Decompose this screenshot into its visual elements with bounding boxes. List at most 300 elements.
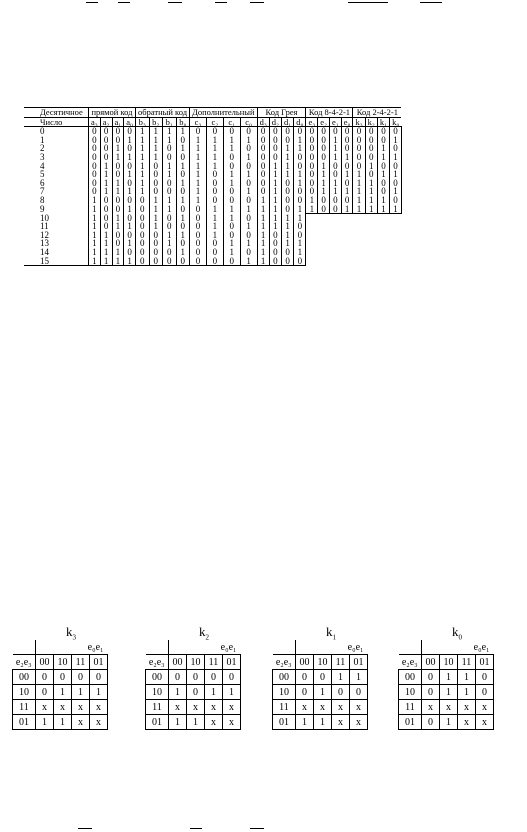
bit-cell: 1 [329,153,341,162]
bit-cell: 0 [124,231,136,240]
kmap-title-letter: k [66,624,73,639]
bit-cell: 1 [149,205,163,214]
bit-cell: 1 [282,153,294,162]
bit-cell: 1 [223,179,240,188]
kmap-row-code: 00 [146,670,169,685]
bit-cell: 0 [112,231,124,240]
row-number: 3 [40,151,45,162]
kmap-row-code: 00 [13,670,36,685]
bit-cell: 0 [124,248,136,257]
bit-cell: 0 [390,162,402,171]
bit-cell: 0 [89,170,101,179]
row-number: 6 [40,177,45,188]
kmap-cell: x [36,700,54,715]
kmap-column-code: 11 [458,655,476,670]
binary-codes-table [24,107,402,266]
kmap-corner [146,640,169,655]
bit-cell: 1 [329,179,341,188]
kmap-cell: 0 [187,685,205,700]
bit-cell: 1 [100,179,112,188]
bit-cell: 1 [294,214,306,223]
kmap-cell: x [332,715,350,730]
bit-cell: 0 [365,127,377,136]
bit-cell: 1 [163,231,177,240]
bit-cell: 1 [341,187,353,196]
kmap-cell: 1 [169,685,187,700]
row-number: 2 [40,143,45,154]
kmap-row [13,670,108,685]
bit-cell: 1 [377,170,389,179]
bit-cell: 0 [112,127,124,136]
bit-cell: 0 [282,196,294,205]
bit-cell: 0 [100,205,112,214]
bit-cell: 0 [190,257,207,266]
bit-cell: 0 [377,127,389,136]
kmap-column-code: 01 [223,655,241,670]
bit-cell: 1 [163,127,177,136]
row-number: 0 [24,127,89,136]
row-number: 12 [40,229,49,240]
row-number: 10 [40,212,49,223]
bit-cell: 0 [176,136,190,145]
header-code-group: прямой код [89,108,136,118]
bit-cell: 0 [282,205,294,214]
bit-cell: 1 [390,136,402,145]
bit-cell: 0 [136,205,150,214]
bit-cell: 0 [100,127,112,136]
header-code-group: Код Грея [257,108,306,118]
bit-cell: 1 [206,162,223,171]
bit-cell: 1 [176,127,190,136]
bit-cell: 1 [306,205,318,214]
bit-cell: 0 [190,248,207,257]
bit-cell: 0 [294,187,306,196]
bit-cell: 0 [89,179,101,188]
bit-cell: 1 [89,231,101,240]
bit-cell: 1 [124,257,136,266]
kmap-cell: 1 [314,685,332,700]
bit-cell: 0 [190,205,207,214]
kmap-row [399,715,494,730]
bit-cell: 0 [306,179,318,188]
bit-cell: 0 [257,179,269,188]
bit-cell: 1 [257,196,269,205]
kmap-column-code: 11 [332,655,350,670]
bit-cell: 0 [306,187,318,196]
kmap-cell: 1 [458,670,476,685]
kmap-corner [13,640,36,655]
kmap-cell: 0 [296,685,314,700]
kmap-column-variable: e₀e₁ [422,640,494,655]
bit-cell: 0 [206,179,223,188]
bit-cell: 0 [176,239,190,248]
bit-cell: 1 [190,187,207,196]
kmap-cell: 0 [36,670,54,685]
bit-cell: 0 [365,153,377,162]
kmap-cell: 1 [169,715,187,730]
bit-cell: 1 [112,179,124,188]
bit-cell: 0 [282,127,294,136]
kmap-cell: 0 [223,670,241,685]
kmap-corner [399,640,422,655]
header-bit: d₀ [294,117,306,127]
bit-cell: 1 [294,179,306,188]
bit-cell: 0 [176,170,190,179]
bit-cell: 1 [365,179,377,188]
kmap-cell: 1 [54,685,72,700]
header-bit: c₁ [223,117,240,127]
kmap-cell: x [458,715,476,730]
bit-cell: 0 [257,162,269,171]
bit-cell: 1 [294,239,306,248]
bit-cell: 0 [163,187,177,196]
bit-cell: 1 [89,222,101,231]
bit-cell: 0 [163,222,177,231]
bit-cell: 0 [377,187,389,196]
bit-cell: 0 [206,239,223,248]
kmap-row [13,700,108,715]
header-bit: e₂ [318,117,330,127]
bit-cell: 0 [294,127,306,136]
bit-cell: 1 [223,239,240,248]
bit-cell: 0 [136,196,150,205]
header-bit: e₃ [306,117,318,127]
bit-cell: 1 [149,214,163,223]
bit-cell: 1 [206,136,223,145]
bit-cell: 0 [294,231,306,240]
bit-cell: 1 [112,187,124,196]
bit-cell: 0 [341,136,353,145]
kmap-cell: x [169,700,187,715]
bit-cell: 1 [294,136,306,145]
bit-cell: 0 [149,187,163,196]
bit-cell: 1 [341,205,353,214]
bit-cell: 0 [353,127,365,136]
bit-cell: 1 [136,136,150,145]
bit-cell: 0 [206,127,223,136]
kmap-column-code: 01 [90,655,108,670]
bit-cell: 0 [124,144,136,153]
kmap-column-variable: e₀e₁ [169,640,241,655]
header-bit: c₃ [190,117,207,127]
kmap-column-code: 10 [54,655,72,670]
bit-cell: 1 [294,170,306,179]
bit-cell: 0 [206,170,223,179]
row-number: 5 [40,169,45,180]
bit-cell: 0 [112,136,124,145]
bit-cell: 1 [318,170,330,179]
kmap-grid [272,640,368,730]
bit-cell: 1 [163,205,177,214]
kmap-cell: 1 [440,685,458,700]
bit-cell: 0 [282,136,294,145]
bit-cell: 1 [136,144,150,153]
kmap-cell: 0 [350,685,368,700]
bit-cell: 1 [163,136,177,145]
bit-cell: 0 [223,231,240,240]
kmap-grid [398,640,494,730]
bit-cell: 1 [223,205,240,214]
bit-cell: 1 [269,179,281,188]
bit-cell: 1 [257,239,269,248]
bit-cell: 0 [341,179,353,188]
header-bit: b₀ [176,117,190,127]
kmap-cell: 1 [350,670,368,685]
bit-cell: 0 [136,239,150,248]
kmap-row-variable: e₂e₃ [399,655,422,670]
kmap-column-code: 10 [314,655,332,670]
bit-cell: 0 [206,257,223,266]
formula-overline-fragment [78,828,92,829]
kmap-grid [12,640,108,730]
bit-cell: 0 [318,205,330,214]
bit-cell: 0 [353,162,365,171]
kmap-row-variable: e₂e₃ [13,655,36,670]
bit-cell: 1 [318,162,330,171]
kmap-row [399,685,494,700]
bit-cell: 1 [269,222,281,231]
bit-cell: 0 [294,162,306,171]
header-bit: k₂ [365,117,377,127]
kmap-cell: 1 [36,715,54,730]
bit-cell: 1 [257,248,269,257]
kmap-row-code: 11 [273,700,296,715]
bit-cell: 1 [365,205,377,214]
bit-cell: 0 [257,187,269,196]
kmap-cell: 0 [422,670,440,685]
bit-cell: 1 [190,136,207,145]
kmap-cell: 1 [90,685,108,700]
bit-cell: 1 [240,205,257,214]
bit-cell: 0 [112,170,124,179]
bit-cell: 1 [100,248,112,257]
bit-cell: 1 [240,136,257,145]
kmap-cell: x [72,715,90,730]
formula-overline-fragment [168,2,182,3]
kmap-column-code: 01 [476,655,494,670]
bit-cell: 1 [112,214,124,223]
header-code-group: Код 8-4-2-1 [306,108,353,118]
kmap-row-variable: e₂e₃ [146,655,169,670]
kmap-cell: x [350,700,368,715]
header-code-group: Дополнительный [190,108,258,118]
kmap-cell: 0 [476,685,494,700]
bit-cell: 1 [318,187,330,196]
bit-cell: 0 [89,153,101,162]
bit-cell: 1 [190,162,207,171]
bit-cell: 1 [306,196,318,205]
bit-cell: 0 [257,127,269,136]
bit-cell: 0 [269,144,281,153]
bit-cell: 1 [149,136,163,145]
bit-cell: 0 [329,162,341,171]
bit-cell: 0 [223,162,240,171]
kmap-column-code: 00 [36,655,54,670]
kmap-row-code: 11 [399,700,422,715]
bit-cell: 1 [136,162,150,171]
bit-cell: 0 [282,248,294,257]
bit-cell: 1 [176,196,190,205]
bit-cell: 1 [282,231,294,240]
bit-cell: 1 [176,179,190,188]
bit-cell: 1 [163,239,177,248]
bit-cell: 1 [89,205,101,214]
bit-cell: 0 [223,257,240,266]
kmap-cell: x [90,700,108,715]
bit-cell: 1 [294,248,306,257]
bit-cell: 0 [163,153,177,162]
bit-cell: 0 [112,162,124,171]
bit-cell: 1 [365,162,377,171]
bit-cell: 1 [149,196,163,205]
bit-cell: 0 [390,196,402,205]
bit-cell: 1 [112,144,124,153]
kmap-cell: x [187,700,205,715]
kmap-cell: 0 [169,670,187,685]
bit-cell: 0 [257,136,269,145]
bit-cell: 1 [390,205,402,214]
bit-cell: 1 [136,153,150,162]
kmap-cell: x [332,700,350,715]
kmap-cell: 1 [187,715,205,730]
bit-cell: 1 [124,153,136,162]
header-bit: a₀ [124,117,136,127]
kmap-row-code: 10 [399,685,422,700]
bit-cell: 1 [353,205,365,214]
bit-cell: 1 [269,196,281,205]
bit-cell: 0 [149,239,163,248]
kmap-row [273,685,368,700]
bit-cell: 1 [89,239,101,248]
formula-overline-fragment [215,2,227,3]
bit-cell: 0 [341,127,353,136]
kmap-column-code: 00 [422,655,440,670]
header-bit: a₁ [112,117,124,127]
header-bit: b₂ [149,117,163,127]
bit-cell: 0 [282,257,294,266]
bit-cell: 0 [100,222,112,231]
bit-cell: 1 [190,144,207,153]
bit-cell: 0 [240,196,257,205]
bit-cell: 0 [163,179,177,188]
kmap-row [273,715,368,730]
bit-cell: 1 [89,196,101,205]
kmap-column-code: 10 [187,655,205,670]
bit-cell: 0 [190,231,207,240]
formula-overline-fragment [250,828,264,829]
bit-cell: 0 [306,127,318,136]
bit-cell: 1 [124,187,136,196]
header-bit: c₀ [240,117,257,127]
bit-cell: 1 [223,170,240,179]
bit-cell: 1 [112,222,124,231]
bit-cell: 0 [318,127,330,136]
kmap-row-code: 10 [273,685,296,700]
bit-cell: 0 [89,162,101,171]
kmap-cell: 0 [476,670,494,685]
kmap-cell: 0 [72,670,90,685]
kmap-row [146,700,241,715]
bit-cell: 0 [124,127,136,136]
bit-cell: 0 [306,170,318,179]
bit-cell: 1 [112,257,124,266]
bit-cell: 0 [269,231,281,240]
bit-cell: 0 [294,222,306,231]
bit-cell: 1 [257,205,269,214]
bit-cell: 1 [176,248,190,257]
header-bit: k₃ [353,117,365,127]
bit-cell: 0 [318,153,330,162]
bit-cell: 1 [365,196,377,205]
bit-cell: 0 [269,248,281,257]
bit-cell: 0 [190,222,207,231]
bit-cell: 1 [89,248,101,257]
kmap-cell: x [90,715,108,730]
bit-cell: 0 [240,231,257,240]
bit-cell: 1 [240,239,257,248]
bit-cell: 0 [282,179,294,188]
bit-cell: 1 [240,170,257,179]
bit-cell: 0 [223,127,240,136]
kmap-row-code: 00 [273,670,296,685]
bit-cell: 1 [223,248,240,257]
bit-cell: 0 [240,179,257,188]
kmap-title-letter: k [199,624,206,639]
kmap-cell: x [476,715,494,730]
header-bit: e₁ [329,117,341,127]
bit-cell: 0 [240,144,257,153]
bit-cell: 0 [329,170,341,179]
bit-cell: 0 [124,179,136,188]
bit-cell: 0 [269,239,281,248]
bit-cell: 1 [176,214,190,223]
bit-cell: 0 [176,222,190,231]
header-bit: d₃ [257,117,269,127]
bit-cell: 1 [163,170,177,179]
kmap-row-variable: e₂e₃ [273,655,296,670]
bit-cell: 0 [124,162,136,171]
bit-cell: 0 [136,257,150,266]
kmap-row [273,670,368,685]
bit-cell: 1 [377,205,389,214]
bit-cell: 0 [163,214,177,223]
bit-cell: 0 [100,214,112,223]
kmap-corner [273,640,296,655]
bit-cell: 0 [318,136,330,145]
bit-cell: 1 [190,196,207,205]
kmap-cell: 1 [296,715,314,730]
bit-cell: 1 [206,205,223,214]
header-bit: k₁ [377,117,389,127]
bit-cell: 0 [390,127,402,136]
bit-cell: 0 [149,257,163,266]
bit-cell: 0 [190,239,207,248]
header-number: Число [24,117,89,127]
bit-cell: 1 [176,231,190,240]
bit-cell: 1 [190,179,207,188]
bit-cell: 1 [124,205,136,214]
kmap-cell: x [72,700,90,715]
bit-cell: 0 [176,153,190,162]
bit-cell: 1 [365,187,377,196]
bit-cell: 1 [257,222,269,231]
kmap-cell: 1 [54,715,72,730]
bit-cell: 0 [89,127,101,136]
bit-cell: 0 [223,187,240,196]
kmap-row [146,715,241,730]
bit-cell: 1 [269,214,281,223]
bit-cell: 0 [269,136,281,145]
